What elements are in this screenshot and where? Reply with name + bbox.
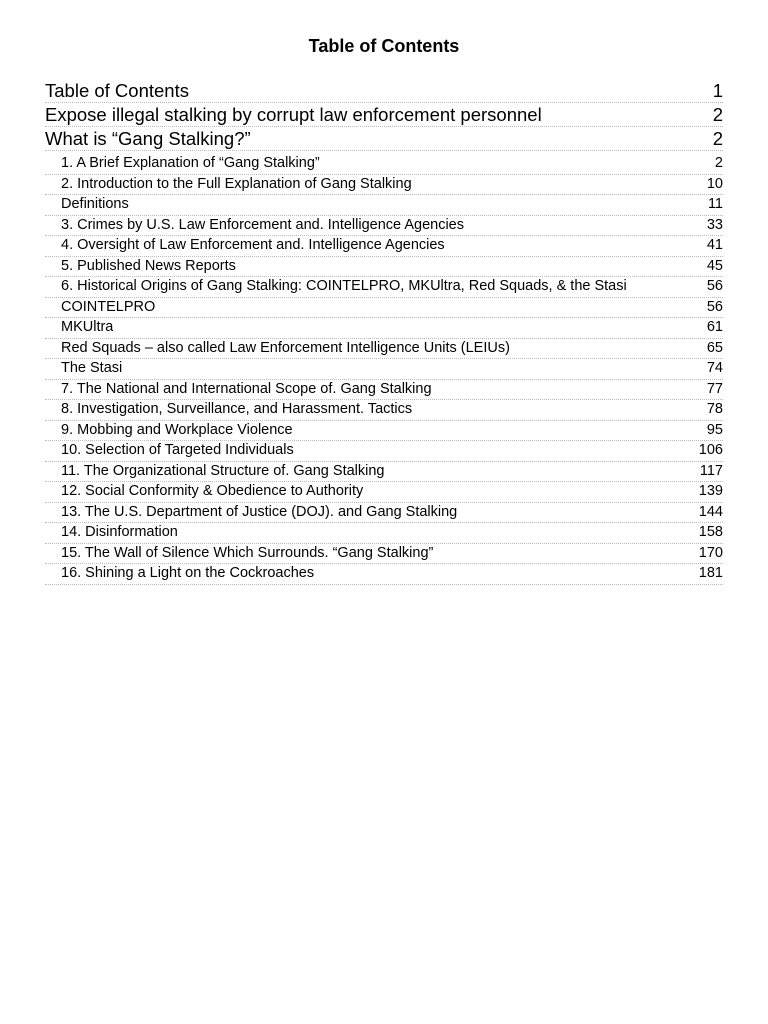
toc-entry: [45, 380, 723, 401]
toc-entry-page-number: 117: [699, 462, 723, 479]
toc-entry: [45, 564, 723, 585]
toc-entry-page-number: 10: [706, 175, 723, 192]
toc-entry: [45, 103, 723, 127]
toc-entry-label: 4. Oversight of Law Enforcement and. Intelligence Agencies: [61, 237, 445, 253]
toc-entry-label: 15. The Wall of Silence Which Surrounds. “Gang Stalking”: [61, 544, 434, 561]
toc-entry-page-number: 106: [698, 442, 723, 458]
toc-entry: [45, 400, 723, 421]
toc-entry-page-number: 77: [706, 380, 723, 397]
toc-entry: [45, 359, 723, 380]
toc-entry-label: 10. Selection of Targeted Individuals: [61, 442, 294, 458]
toc-entry-label: Expose illegal stalking by corrupt law enforcement personnel: [45, 104, 542, 125]
toc-entry: [45, 298, 723, 319]
toc-entry-label: 1. A Brief Explanation of “Gang Stalking”: [61, 155, 320, 171]
toc-entry: [45, 79, 723, 103]
toc-entry-label: 14. Disinformation: [61, 524, 178, 540]
toc-entry-label: Table of Contents: [45, 80, 189, 101]
toc-entry: [45, 236, 723, 257]
toc-entry: [45, 175, 723, 196]
toc-entry-page-number: 181: [698, 565, 723, 581]
toc-entry-page-number: 41: [706, 237, 723, 253]
toc-entry: [45, 277, 723, 298]
toc-entry-page-number: 61: [706, 319, 723, 335]
toc-entry-label: What is “Gang Stalking?”: [45, 128, 251, 149]
toc-entry: [45, 154, 723, 175]
toc-entry-page-number: 65: [706, 339, 723, 356]
toc-entry-label: The Stasi: [61, 360, 123, 376]
toc-entry-page-number: 74: [706, 360, 723, 376]
toc-entry-label: 16. Shining a Light on the Cockroaches: [61, 565, 315, 581]
toc-list: [45, 79, 723, 585]
toc-entry: [45, 523, 723, 544]
toc-entry: [45, 257, 723, 278]
toc-entry-page-number: 95: [706, 421, 723, 438]
toc-entry-label: Red Squads – also called Law Enforcement Intelligence Units (LEIUs): [61, 339, 510, 356]
toc-entry: [45, 503, 723, 524]
toc-entry-page-number: 2: [714, 155, 723, 171]
toc-entry-page-number: 33: [706, 216, 723, 233]
toc-entry-label: MKUltra: [61, 319, 114, 335]
page-title: Table of Contents: [308, 36, 460, 56]
toc-entry-page-number: 11: [707, 196, 723, 212]
toc-entry: [45, 544, 723, 565]
toc-entry-page-number: 1: [712, 80, 723, 101]
toc-entry: [45, 318, 723, 339]
toc-entry-page-number: 170: [698, 544, 723, 561]
toc-entry-page-number: 45: [706, 257, 723, 274]
toc-entry-label: 12. Social Conformity & Obedience to Authority: [61, 483, 364, 499]
toc-entry-page-number: 158: [698, 524, 723, 540]
toc-entry-page-number: 144: [698, 503, 723, 520]
toc-entry-page-number: 78: [706, 401, 723, 417]
toc-entry-label: COINTELPRO: [61, 298, 156, 315]
toc-entry-label: 3. Crimes by U.S. Law Enforcement and. Intelligence Agencies: [61, 216, 464, 233]
toc-entry-label: 5. Published News Reports: [61, 257, 236, 274]
toc-entry: [45, 339, 723, 360]
toc-entry-label: 8. Investigation, Surveillance, and Harassment. Tactics: [61, 401, 413, 417]
toc-entry: [45, 462, 723, 483]
toc-entry-page-number: 56: [706, 298, 723, 315]
toc-entry-label: Definitions: [61, 196, 129, 212]
toc-entry: [45, 127, 723, 151]
toc-entry: [45, 195, 723, 216]
toc-entry-label: 13. The U.S. Department of Justice (DOJ). and Gang Stalking: [61, 503, 458, 520]
toc-entry-label: 6. Historical Origins of Gang Stalking: COINTELPRO, MKUltra, Red Squads, & the Stasi: [61, 278, 627, 294]
toc-entry-page-number: 139: [698, 483, 723, 499]
toc-entry-label: 9. Mobbing and Workplace Violence: [61, 421, 293, 438]
toc-entry-label: 11. The Organizational Structure of. Gang Stalking: [61, 462, 385, 479]
toc-entry-label: 2. Introduction to the Full Explanation of Gang Stalking: [61, 175, 412, 192]
toc-entry-page-number: 2: [712, 128, 723, 149]
toc-entry: [45, 216, 723, 237]
toc-entry-page-number: 56: [706, 278, 723, 294]
toc-entry-page-number: 2: [712, 104, 723, 125]
toc-entry: [45, 482, 723, 503]
toc-entry-label: 7. The National and International Scope of. Gang Stalking: [61, 380, 432, 397]
toc-entry: [45, 421, 723, 442]
toc-entry: [45, 441, 723, 462]
